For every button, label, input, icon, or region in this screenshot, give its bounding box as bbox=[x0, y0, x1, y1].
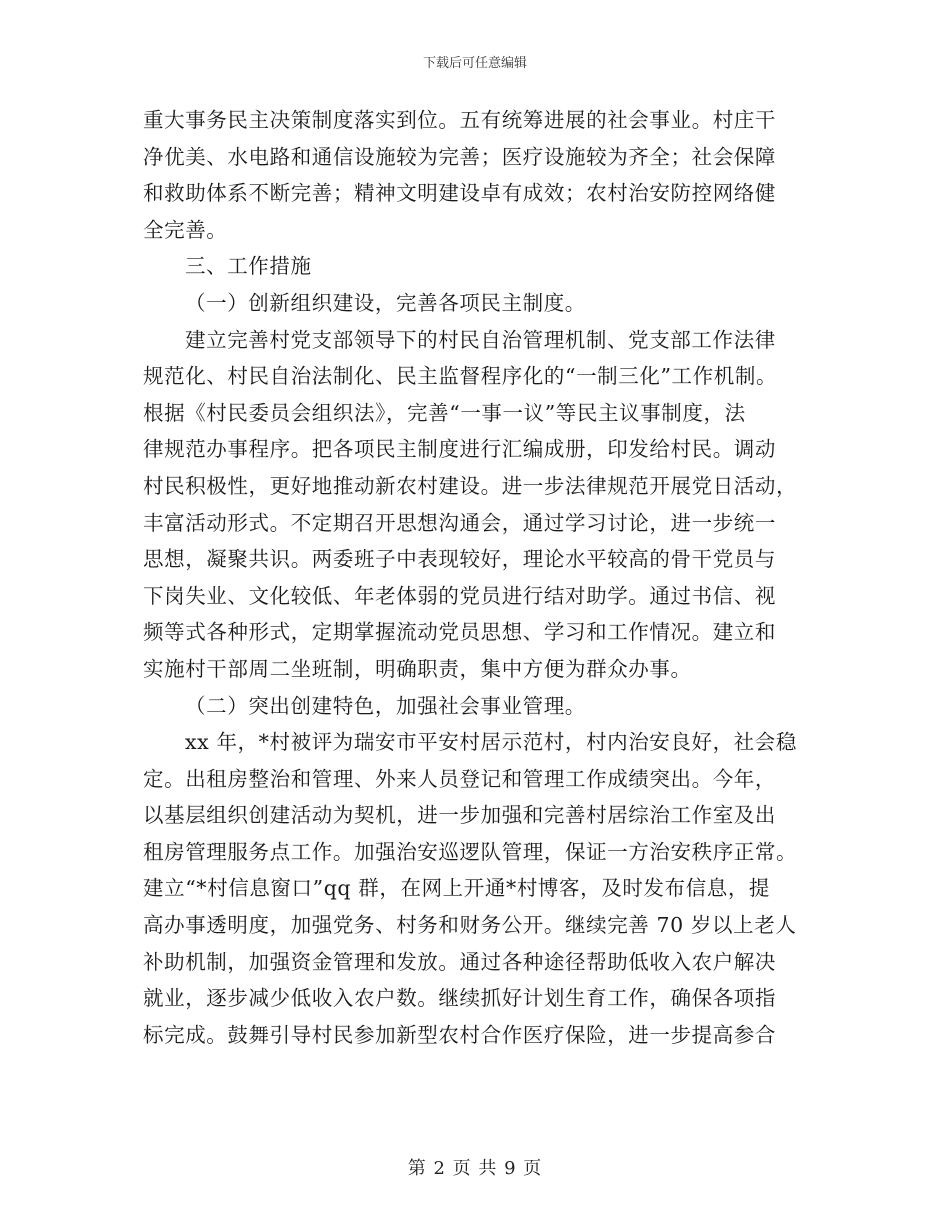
document-body bbox=[143, 102, 813, 1053]
text-line: 以基层组织创建活动为契机，进一步加强和完善村居综治工作室及出 bbox=[143, 803, 776, 828]
text-line: 丰富活动形式。不定期召开思想沟通会，通过学习讨论，进一步统一 bbox=[143, 510, 776, 535]
text-line: 实施村干部周二坐班制，明确职责，集中方便为群众办事。 bbox=[143, 656, 692, 681]
text-line: xx 年，*村被评为瑞安市平安村居示范村，村内治安良好，社会稳 bbox=[185, 730, 797, 755]
text-line: 律规范办事程序。把各项民主制度进行汇编成册，印发给村民。调动 bbox=[143, 437, 776, 462]
text-line: 就业，逐步减少低收入农户数。继续抓好计划生育工作，确保各项指 bbox=[143, 986, 776, 1011]
text-line: 租房管理服务点工作。加强治安巡逻队管理，保证一方治安秩序正常。 bbox=[143, 839, 798, 864]
subsection-heading: （二）突出创建特色，加强社会事业管理。 bbox=[185, 693, 586, 718]
text-line: 高办事透明度，加强党务、村务和财务公开。继续完善 70 岁以上老人 bbox=[143, 913, 797, 938]
text-line: 净优美、水电路和通信设施较为完善；医疗设施较为齐全；社会保障 bbox=[143, 144, 776, 169]
text-line: 建立“*村信息窗口”qq 群，在网上开通*村博客，及时发布信息，提 bbox=[143, 876, 771, 901]
text-line: 全完善。 bbox=[143, 217, 228, 242]
text-line: 根据《村民委员会组织法》，完善“一事一议”等民主议事制度，法 bbox=[143, 400, 746, 425]
text-line: 村民积极性，更好地推动新农村建设。进一步法律规范开展党日活动， bbox=[143, 473, 798, 498]
page-header: 下载后可任意编辑 bbox=[422, 56, 527, 71]
section-heading: 三、工作措施 bbox=[185, 254, 312, 279]
text-line: 标完成。鼓舞引导村民参加新型农村合作医疗保险，进一步提高参合 bbox=[143, 1022, 776, 1047]
text-line: 建立完善村党支部领导下的村民自治管理机制、党支部工作法律 bbox=[185, 327, 776, 352]
text-line: 规范化、村民自治法制化、民主监督程序化的“一制三化”工作机制。 bbox=[143, 364, 778, 389]
text-line: 思想，凝聚共识。两委班子中表现较好，理论水平较高的骨干党员与 bbox=[143, 547, 776, 572]
subsection-heading: （一）创新组织建设，完善各项民主制度。 bbox=[185, 290, 586, 315]
text-line: 补助机制，加强资金管理和发放。通过各种途径帮助低收入农户解决 bbox=[143, 949, 776, 974]
text-line: 重大事务民主决策制度落实到位。五有统筹进展的社会事业。村庄干 bbox=[143, 108, 776, 132]
text-line: 频等式各种形式，定期掌握流动党员思想、学习和工作情况。建立和 bbox=[143, 620, 776, 645]
text-line: 和救助体系不断完善；精神文明建设卓有成效；农村治安防控网络健 bbox=[143, 181, 776, 206]
text-line: 下岗失业、文化较低、年老体弱的党员进行结对助学。通过书信、视 bbox=[143, 583, 776, 608]
text-line: 定。出租房整治和管理、外来人员登记和管理工作成绩突出。今年， bbox=[143, 766, 776, 791]
page-number: 第 2 页 共 9 页 bbox=[407, 1158, 543, 1179]
